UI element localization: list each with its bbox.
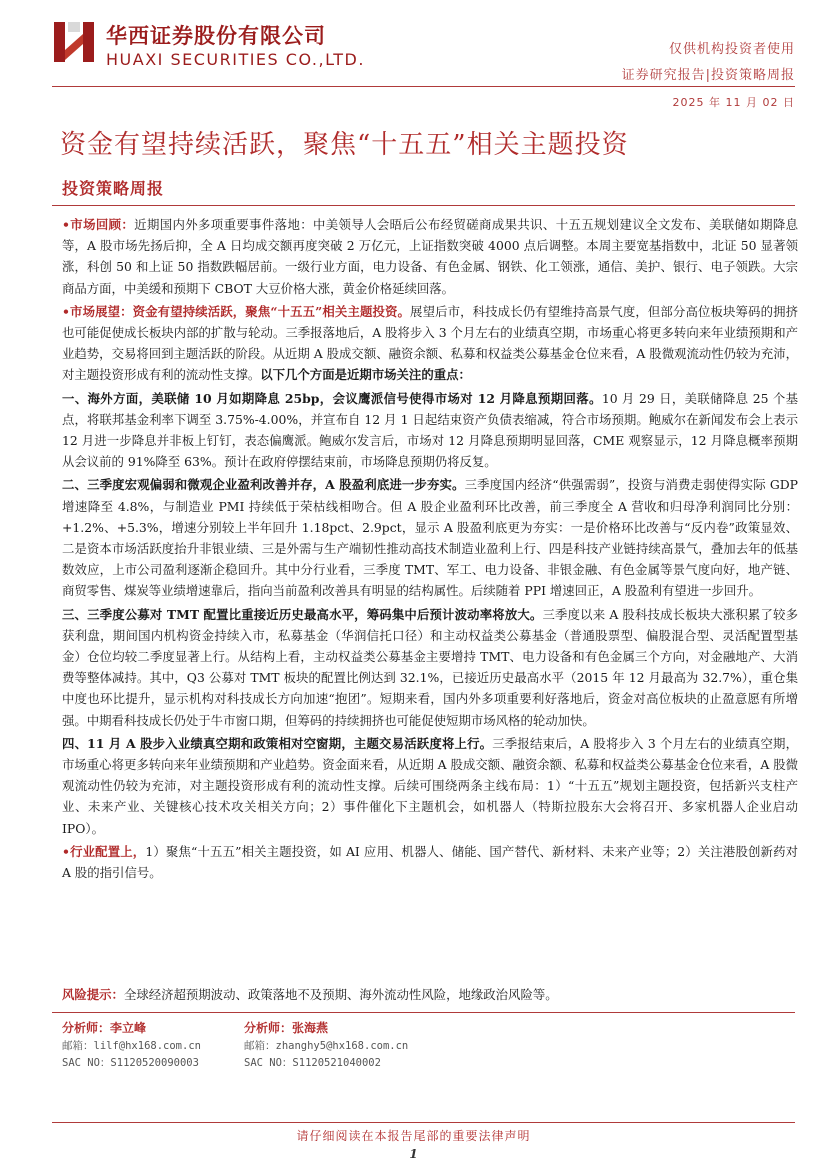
analyst-email: 邮箱：lilf@hx168.com.cn: [62, 1039, 201, 1052]
point-2-text: 三季度国内经济“供强需弱”，投资与消费走弱使得实际 GDP 增速降至 4.8%，与制造业 PMI 持续低于荣枯线相吻合。但 A 股企业盈利环比改善，前三季度全 A 营收和归母净利润同比分别：+1.2%、+5.3%，增速分别较上半年回升 1.18pct、2.9pct，显示 A 股盈利底更为夯实：一是价格环比改善与“反内卷”政策显效、二是资本市场活跃度抬升非银业绩、三是外需与生产端韧性推动高技术制造业盈利上行、四是科技产业链持续高景气，叠加去年的低基数效应，上市公司盈利逐渐企稳回升。其中分行业看，三季度 TMT、军工、电力设备、非银金融、有色金属等景气度向好，地产链、商贸零售、煤炭等业绩增速靠后，指向当前盈利改善具有明显的结构属性。后续随着 PPI 增速回正，A 股盈利有望进一步回升。: [62, 477, 798, 599]
point-3-head: 三、三季度公募对 TMT 配置比重接近历史最高水平，筹码集中后预计波动率将放大。: [62, 606, 543, 622]
risk-divider: [52, 1012, 795, 1013]
focus-point-2: [62, 474, 798, 601]
point-3-text: 三季度以来 A 股科技成长板块大涨积累了较多获利盘，期间国内机构资金持续入市，私募基金（华润信托口径）和主动权益类公募基金（普通股票型、偏股混合型、灵活配置型基金）仓位均较二季度显著上行。从结构上看，主动权益类公募基金主要增持 TMT、电力设备和有色金属三个方向，对金融地产、大消费等整体减持。其中，Q3 公募对 TMT 板块的配置比例达到 32.1%，已接近历史最高水平（2015 年 12 月最高为 32.7%），重仓集中度也环比提升，显示机构对科技成长方向加速“抱团”。短期来看，国内外多项重要利好落地后，资金对高位板块的止盈意愿有所增强。中期看科技成长仍处于牛市窗口期，但筹码的持续拥挤也可能促使短期市场风格的轮动加快。: [62, 606, 798, 728]
legal-notice: 请仔细阅读在本报告尾部的重要法律声明: [296, 1129, 531, 1143]
company-name-en: HUAXI SECURITIES CO.,LTD.: [106, 50, 365, 69]
outlook-tail: 以下几个方面是近期市场关注的重点：: [260, 367, 471, 383]
subtitle-divider: [52, 205, 795, 206]
point-2-head: 二、三季度宏观偏弱和微观企业盈利改善并存，A 股盈利底进一步夯实。: [62, 477, 465, 493]
footer-divider: [52, 1122, 795, 1123]
header-divider: [52, 86, 795, 87]
market-review: [62, 214, 798, 299]
industry-config: [62, 841, 798, 883]
risk-text: 全球经济超预期波动、政策落地不及预期、海外流动性风险，地缘政治风险等。: [123, 987, 558, 1002]
point-1-head: 一、海外方面，美联储 10 月如期降息 25bp，会议鹰派信号使得市场对 12 月降息预期回落。: [62, 390, 602, 406]
bullet-icon: •: [62, 303, 70, 319]
report-date: 2025 年 11 月 02 日: [672, 96, 795, 109]
analyst-sac: SAC NO：S1120521040002: [244, 1057, 381, 1069]
point-1-text: 10 月 29 日，美联储降息 25 个基点，将联邦基金利率下调至 3.75%-4.00%，并宣布自 12 月 1 日起结束资产负债表缩减，符合市场预期。鲍威尔在新闻发布会上表示 12 月进一步降息并非板上钉钉，表态偏鹰派。鲍威尔发言后，市场对 12 月降息预期明显回落，CME 观察显示，12 月降息概率预期从会议前的 91%降至 63%。预计在政府停摆结束前，市场降息预期仍将反复。: [62, 390, 799, 470]
page-title: 资金有望持续活跃，聚焦“十五五”相关主题投资: [60, 130, 629, 160]
huaxi-logo-icon: [52, 20, 96, 64]
report-type: 证券研究报告|投资策略周报: [621, 68, 795, 83]
analyst-card: [62, 1020, 201, 1073]
company-name-cn: 华西证券股份有限公司: [106, 24, 326, 48]
outlook-text: 展望后市，科技成长仍有望维持高景气度，但部分高位板块筹码的拥挤也可能促使成长板块内部的扩散与轮动。三季报落地后，A 股将步入 3 个月左右的业绩真空期，市场重心将更多转向来年业绩预期和产业趋势，交易将回到主题活跃的阶段。从近期 A 股成交额、融资余额、私募和权益类公募基金仓位来看，A 股微观流动性仍较为充沛，对主题投资形成有利的流动性支撑。: [62, 303, 798, 383]
bullet-icon: •: [62, 843, 70, 859]
analyst-card: [244, 1020, 408, 1073]
market-outlook: [62, 301, 798, 386]
analyst-sac: SAC NO：S1120520090003: [62, 1057, 199, 1069]
page-subtitle: 投资策略周报: [62, 179, 165, 198]
focus-point-4: [62, 733, 798, 839]
config-text: 1）聚焦“十五五”相关主题投资，如 AI 应用、机器人、储能、国产替代、新材料、未来产业等；2）关注港股创新药对 A 股的指引信号。: [62, 843, 799, 881]
audience-notice: 仅供机构投资者使用: [668, 42, 795, 57]
bullet-icon: •: [62, 217, 70, 232]
review-text: 近期国内外多项重要事件落地：中美领导人会晤后公布经贸磋商成果共识、十五五规划建议全文发布、美联储如期降息等，A 股市场先扬后抑，全 A 日均成交额再度突破 2 万亿元，上证指数突破 4000 点后调整。本周主要宽基指数中，北证 50 显著领涨，科创 50 和上证 50 指数跌幅居前。一级行业方面，电力设备、有色金属、钢铁、化工领涨，通信、美护、银行、电子领跌。大宗商品方面，中美缓和预期下 CBOT 大豆价格大涨，黄金价格延续回落。: [62, 217, 798, 296]
report-body: [62, 214, 798, 885]
config-label: 行业配置上，: [69, 843, 146, 859]
analyst-email: 邮箱：zhanghy5@hx168.com.cn: [244, 1039, 409, 1052]
analyst-name: 分析师：张海燕: [244, 1021, 329, 1035]
review-label: 市场回顾：: [69, 217, 135, 232]
risk-label: 风险提示：: [62, 987, 124, 1002]
outlook-label: 市场展望：资金有望持续活跃，聚焦“十五五”相关主题投资。: [69, 303, 411, 319]
point-4-head: 四、11 月 A 股步入业绩真空期和政策相对空窗期，主题交易活跃度将上行。: [62, 735, 493, 751]
analyst-name: 分析师：李立峰: [62, 1021, 147, 1035]
risk-warning: [62, 984, 798, 1005]
focus-point-3: [62, 604, 798, 731]
page-number: 1: [409, 1147, 418, 1161]
focus-point-1: [62, 388, 798, 473]
point-4-text: 三季报结束后，A 股将步入 3 个月左右的业绩真空期，市场重心将更多转向来年业绩预期和产业趋势。资金面来看，从近期 A 股成交额、融资余额、私募和权益类公募基金仓位来看，A 股微观流动性仍较为充沛，对主题投资形成有利的流动性支撑。后续可围绕两条主线布局：1）“十五五”规划主题投资，包括新兴支柱产业、未来产业、关键核心技术攻关相关方向；2）事件催化下主题机会，如机器人（特斯拉股东大会将召开、多家机器人企业启动 IPO）。: [62, 735, 798, 836]
